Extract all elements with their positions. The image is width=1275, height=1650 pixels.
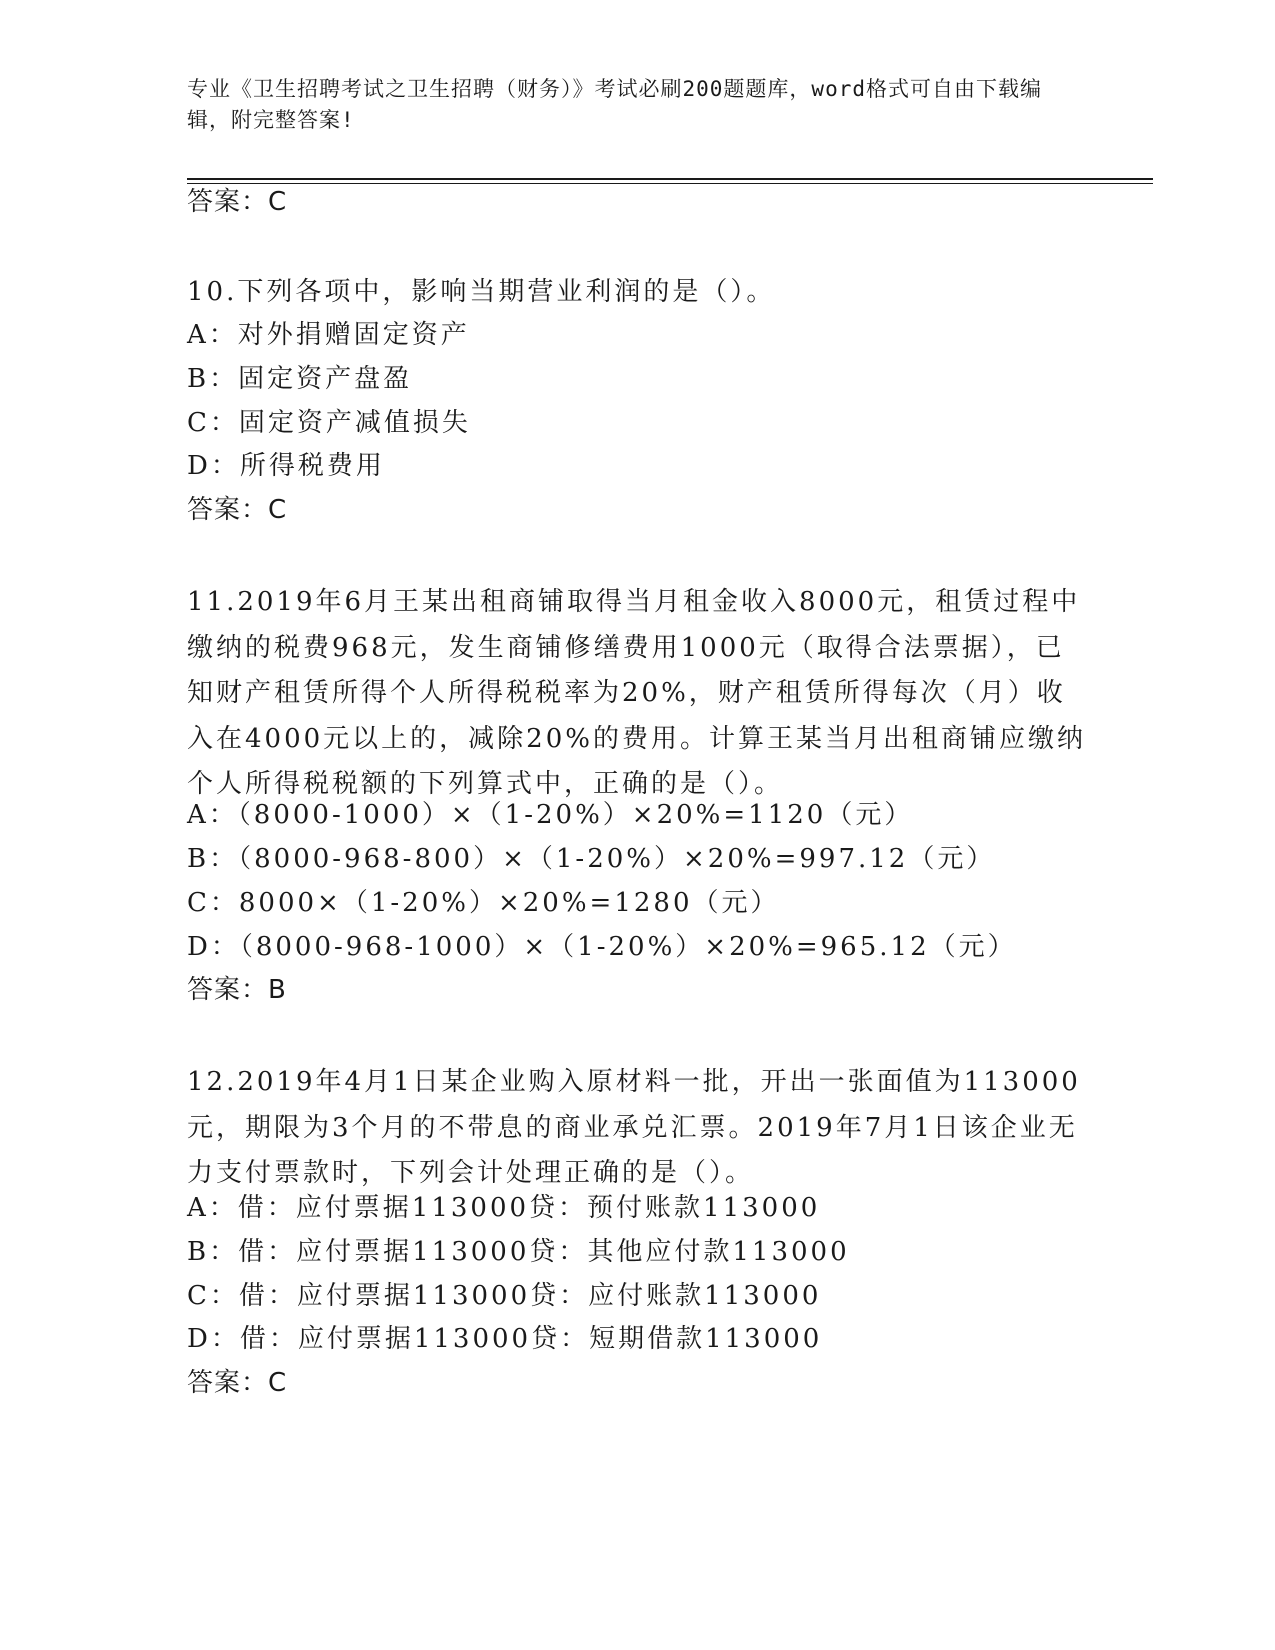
- option-a: A：（8000-1000）×（1-20%）×20%=1120（元）: [187, 800, 914, 830]
- option-c: C：8000×（1-20%）×20%=1280（元）: [187, 888, 780, 918]
- header-divider: [187, 178, 1153, 180]
- option-a: A：借：应付票据113000贷：预付账款113000: [187, 1193, 821, 1223]
- option-d: D：借：应付票据113000贷：短期借款113000: [187, 1324, 823, 1354]
- answer-line: 答案：C: [187, 187, 288, 217]
- option-c: C：借：应付票据113000贷：应付账款113000: [187, 1281, 822, 1311]
- answer-line: 答案：C: [187, 1368, 288, 1398]
- answer-line: 答案：C: [187, 495, 288, 525]
- option-d: D：所得税费用: [187, 451, 385, 481]
- document-header: 专业《卫生招聘考试之卫生招聘（财务）》考试必刷200题题库，word格式可自由下载编辑，附完整答案!: [187, 77, 1042, 132]
- option-d: D：（8000-968-1000）×（1-20%）×20%=965.12（元）: [187, 932, 1017, 962]
- question-stem: 11.2019年6月王某出租商铺取得当月租金收入8000元，租赁过程中缴纳的税费968元，发生商铺修缮费用1000元（取得合法票据），已知财产租赁所得个人所得税税率为20%，财产租赁所得每次（月）收入在4000元以上的，减除20%的费用。计算王某当月出租商铺应缴纳个人所得税税额的下列算式中，正确的是（）。: [187, 587, 1086, 799]
- answer-line: 答案：B: [187, 975, 287, 1005]
- option-c: C：固定资产减值损失: [187, 408, 471, 438]
- option-a: A：对外捐赠固定资产: [187, 320, 470, 350]
- option-b: B：（8000-968-800）×（1-20%）×20%=997.12（元）: [187, 844, 996, 874]
- option-b: B：固定资产盘盈: [187, 364, 413, 394]
- question-stem: 12.2019年4月1日某企业购入原材料一批，开出一张面值为113000元，期限为3个月的不带息的商业承兑汇票。2019年7月1日该企业无力支付票款时，下列会计处理正确的是（）。: [187, 1067, 1081, 1188]
- question-stem: 10.下列各项中，影响当期营业利润的是（）。: [187, 277, 776, 307]
- header-divider-thin: [187, 183, 1153, 184]
- option-b: B：借：应付票据113000贷：其他应付款113000: [187, 1237, 850, 1267]
